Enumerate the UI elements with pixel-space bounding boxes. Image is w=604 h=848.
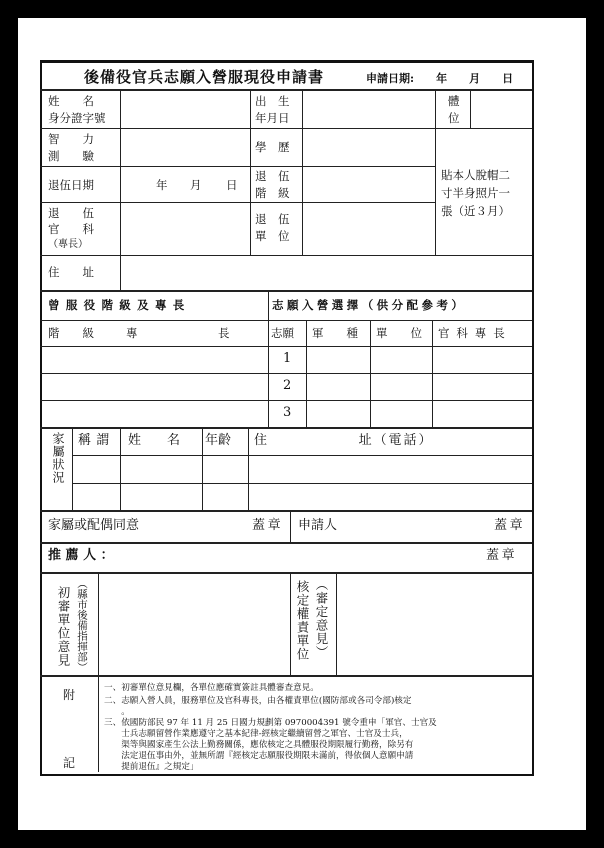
discharge-month: 月 [190, 178, 202, 192]
wish-number: 3 [283, 405, 292, 420]
note-item: 渠等與國家產生公法上勤務關係，應依核定之具體服役期限履行勤務，除另有 [104, 740, 414, 750]
recommender-seal-label: 蓋章 [486, 548, 518, 563]
grid-line [435, 89, 436, 255]
grid-line [302, 89, 303, 255]
discharge-branch-label-2: 官 科 [48, 222, 94, 236]
applicant-label: 申請人 [298, 518, 338, 533]
grid-line [40, 320, 532, 321]
grid-line [120, 427, 121, 510]
col-age: 年齡 [205, 433, 232, 448]
col-rank: 階 級 [48, 326, 94, 340]
grid-line [72, 483, 532, 484]
initial-review-label: 初審單位意見 [56, 586, 71, 667]
col-wish: 志願 [271, 326, 294, 340]
discharge-unit-label-2: 單 位 [255, 229, 290, 243]
grid-line [290, 572, 291, 675]
iq-test-label-2: 測 驗 [48, 149, 94, 163]
grid-line [40, 166, 435, 167]
col-specialty: 專 長 [126, 326, 230, 340]
date-month: 月 [469, 72, 481, 85]
application-date [366, 70, 513, 86]
col-family-name: 姓 名 [128, 433, 181, 448]
approval-label: 核定權責單位 [295, 580, 310, 661]
photo-note-3: 張（近３月） [441, 204, 510, 218]
grid-line [40, 255, 532, 256]
grid-line [98, 572, 99, 675]
grid-line [40, 542, 532, 544]
grid-line [435, 128, 532, 129]
grid-line [40, 202, 435, 203]
col-title: 稱謂 [78, 433, 115, 448]
grid-line [40, 290, 532, 292]
form-title: 後備役官兵志願入營服現役申請書 [84, 68, 325, 86]
grid-line [120, 89, 121, 290]
grid-line [202, 427, 203, 510]
col-address-phone: 住 址（電話） [254, 433, 434, 448]
initial-review-unit: （縣市後備指揮部） [76, 578, 88, 673]
notes-label: 附 [63, 688, 76, 702]
col-unit: 單 位 [376, 326, 422, 340]
grid-line [72, 427, 73, 510]
address-label: 住 址 [48, 265, 94, 279]
notes-label-2: 記 [63, 756, 76, 770]
birth-label: 出 生 [255, 94, 290, 108]
discharge-date-label: 退伍日期 [48, 178, 94, 192]
family-consent-label: 家屬或配偶同意 [48, 518, 140, 533]
physical-label-2: 位 [448, 111, 460, 125]
grid-line [250, 89, 251, 255]
wish-number: 1 [283, 351, 292, 366]
name-label: 姓 名 [48, 94, 94, 108]
note-item: 二、志願入營人員，服務單位及官科專長，由各權責單位(國防部或各司令部)核定 [104, 696, 412, 706]
recommender-label: 推薦人： [48, 548, 119, 563]
date-label: 申請日期: [366, 72, 415, 85]
grid-line [72, 455, 532, 456]
id-number-label: 身分證字號 [48, 111, 106, 125]
grid-line [248, 427, 249, 510]
note-item: 。 [104, 707, 130, 717]
col-branch: 軍 種 [312, 326, 358, 340]
enlist-choice-header: 志願入營選擇（供分配參考） [272, 298, 467, 312]
note-item: 三、依國防部民 97 年 11 月 25 日國力規劃第 0970004391 號令重申「軍官、士官及 [104, 718, 437, 728]
note-item: 提前退伍』之規定」 [104, 762, 199, 772]
col-officer-specialty: 官科專長 [438, 326, 512, 340]
date-year: 年 [436, 72, 448, 85]
grid-line [40, 572, 532, 574]
grid-line [432, 320, 433, 427]
family-seal-label: 蓋章 [252, 518, 284, 533]
approval-opinion: （審定意見） [314, 578, 329, 659]
note-item: 一、初審單位意見欄，各單位應確實簽註具體審查意見。 [104, 683, 319, 693]
discharge-day: 日 [226, 178, 238, 192]
birth-label-2: 年月日 [255, 111, 290, 125]
discharge-unit-label: 退 伍 [255, 212, 290, 226]
discharge-year: 年 [156, 178, 168, 192]
grid-line [40, 373, 532, 374]
iq-test-label: 智 力 [48, 132, 94, 146]
family-label: 家屬狀況 [51, 432, 65, 484]
grid-line [336, 572, 337, 675]
discharge-branch-label: 退 伍 [48, 206, 94, 220]
date-day: 日 [502, 72, 514, 85]
discharge-rank-label-2: 階 級 [255, 186, 290, 200]
grid-line [290, 510, 291, 542]
grid-line [40, 400, 532, 401]
discharge-rank-label: 退 伍 [255, 169, 290, 183]
grid-line [268, 290, 269, 427]
grid-line [40, 89, 532, 91]
wish-number: 2 [283, 378, 292, 393]
grid-line [40, 510, 532, 512]
grid-line [306, 320, 307, 427]
grid-line [370, 320, 371, 427]
note-item: 士兵志願留營作業應遵守之基本紀律-經核定繼續留營之軍官、士官及士兵， [104, 729, 408, 739]
grid-line [470, 89, 471, 128]
grid-line [40, 675, 532, 677]
note-item: 法定退伍事由外，並無所謂『經核定志願服役期限未滿前，得依個人意願申請 [104, 751, 414, 761]
applicant-seal-label: 蓋章 [494, 518, 526, 533]
grid-line [98, 675, 99, 772]
past-service-header: 曾服役階級及專長 [48, 298, 191, 312]
grid-line [40, 427, 532, 429]
discharge-branch-label-3: （專長） [48, 239, 88, 250]
photo-note-2: 寸半身照片一 [441, 186, 510, 200]
grid-line [40, 128, 435, 129]
physical-label: 體 [448, 94, 460, 108]
photo-note: 貼本人脫帽二 [441, 168, 510, 182]
grid-line [40, 346, 532, 347]
education-label: 學 歷 [255, 140, 290, 154]
